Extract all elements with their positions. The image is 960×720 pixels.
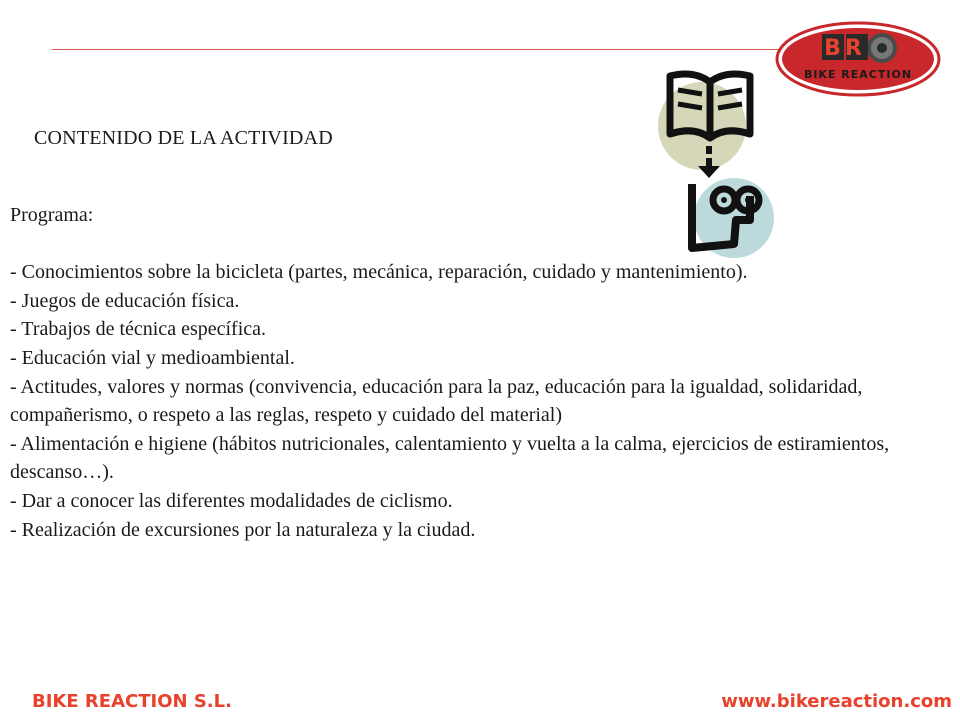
footer-website-link[interactable]: www.bikereaction.com	[721, 691, 952, 712]
section-title: CONTENIDO DE LA ACTIVIDAD	[34, 127, 333, 149]
sprocket-icon	[867, 33, 897, 63]
program-item: - Alimentación e higiene (hábitos nutricionales, calentamiento y vuelta a la calma, ejercicios de estiramientos, descanso…).	[10, 432, 890, 484]
program-item: - Conocimientos sobre la bicicleta (partes, mecánica, reparación, cuidado y mantenimiento).	[10, 261, 748, 284]
footer-company: BIKE REACTION S.L.	[32, 691, 232, 712]
program-item: - Dar a conocer las diferentes modalidades de ciclismo.	[10, 489, 453, 512]
program-item: - Educación vial y medioambiental.	[10, 346, 295, 369]
logo-letters: BR	[824, 36, 866, 61]
program-intro: Programa:	[10, 204, 94, 226]
bike-reaction-logo	[774, 20, 942, 98]
program-item: - Actitudes, valores y normas (convivencia, educación para la paz, educación para la igualdad, solidaridad, compañerismo, o respeto a las reglas, respeto y cuidado del material)	[10, 375, 863, 427]
logo-text: BIKE REACTION	[803, 68, 913, 81]
program-item: - Trabajos de técnica específica.	[10, 318, 267, 341]
program-item: - Juegos de educación física.	[10, 289, 240, 312]
footer	[0, 686, 960, 720]
program-item: - Realización de excursiones por la naturaleza y la ciudad.	[10, 518, 476, 541]
header-rule	[52, 49, 788, 50]
program-content	[10, 201, 920, 544]
open-book-icon	[670, 74, 750, 138]
